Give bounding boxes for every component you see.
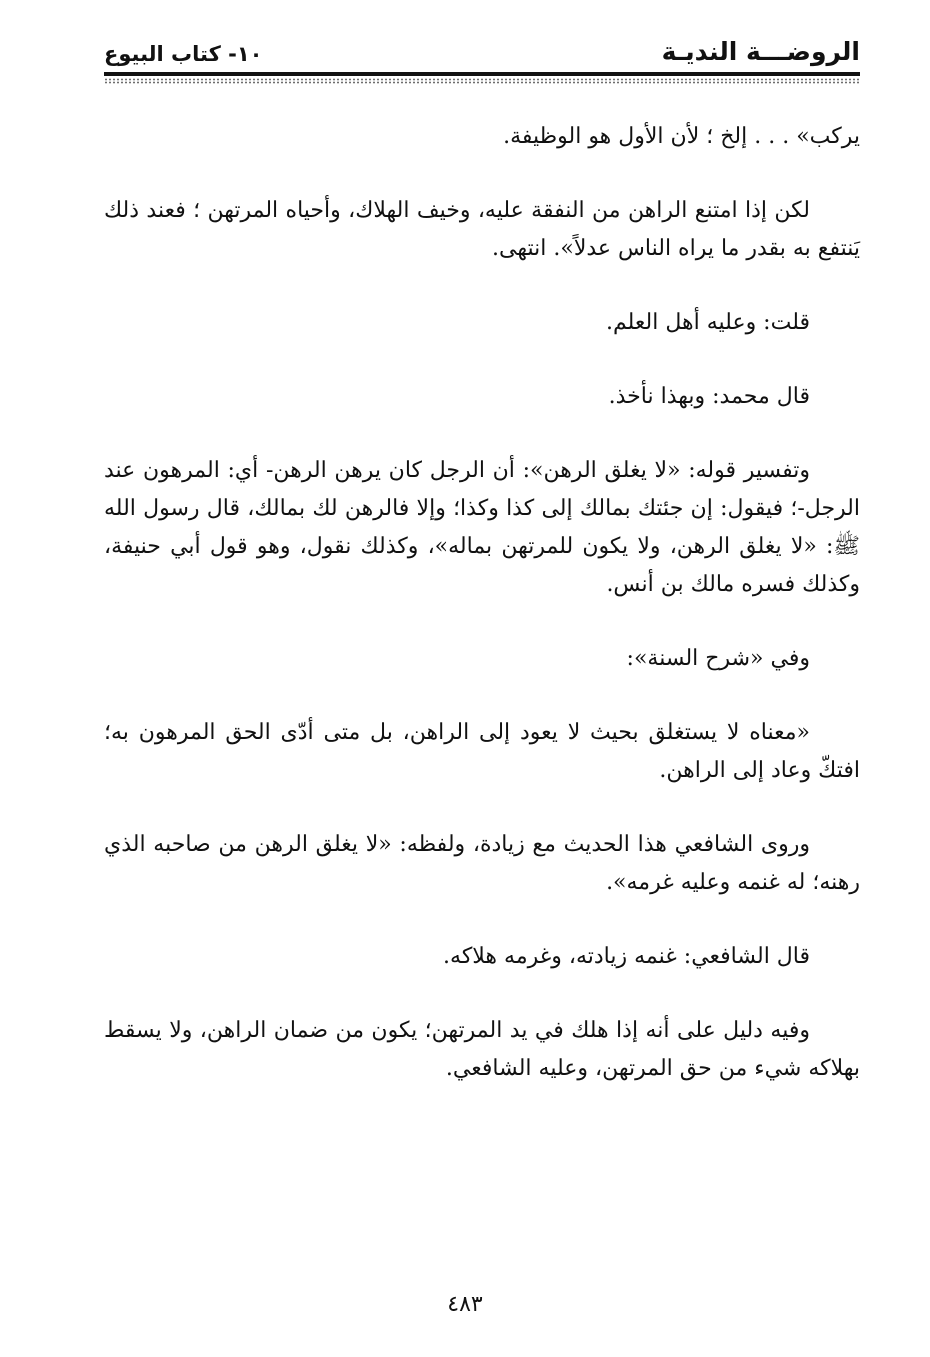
paragraph: وفي «شرح السنة»: (626, 646, 810, 671)
paragraph: وتفسير قوله: «لا يغلق الرهن»: أن الرجل كان يرهن الرهن- أي: المرهون عند الرجل-؛ فيقول: إن جئتك بمالك إلى كذا وكذا؛ وإلا فالرهن لك بمالك، قال رسول الله ﷺ: «لا يغلق الرهن، ولا يكون للمرتهن بماله»، وكذلك نقول، وهو قول أبي حنيفة، وكذلك فسره مالك بن أنس. (104, 458, 860, 597)
paragraph: لكن إذا امتنع الراهن من النفقة عليه، وخيف الهلاك، وأحياه المرتهن ؛ فعند ذلك يَنتفع به بقدر ما يراه الناس عدلاً». انتهى. (104, 198, 860, 261)
paragraph: «معناه لا يستغلق بحيث لا يعود إلى الراهن، بل متى أدّى الحق المرهون به؛ افتكّ وعاد إلى الراهن. (104, 720, 860, 783)
header-rule-dotted (104, 78, 860, 84)
book-title: الروضـــة النديـة (661, 37, 860, 66)
paragraph: قال محمد: وبهذا نأخذ. (608, 384, 810, 409)
paragraph: يركب» . . . إلخ ؛ لأن الأول هو الوظيفة. (503, 124, 860, 149)
page-body (104, 118, 860, 1124)
chapter-title: ١٠- كتاب البيوع (104, 42, 263, 66)
paragraph: وروى الشافعي هذا الحديث مع زيادة، ولفظه: «لا يغلق الرهن من صاحبه الذي رهنه؛ له غنمه وعليه غرمه». (104, 832, 860, 895)
page-number: ٤٨٣ (447, 1292, 483, 1317)
paragraph: قال الشافعي: غنمه زيادته، وغرمه هلاكه. (443, 944, 810, 969)
paragraph: وفيه دليل على أنه إذا هلك في يد المرتهن؛ يكون من ضمان الراهن، ولا يسقط بهلاكه شيء من حق المرتهن، وعليه الشافعي. (104, 1018, 860, 1081)
paragraph: قلت: وعليه أهل العلم. (606, 310, 810, 335)
header-rule (104, 72, 860, 76)
running-header (104, 30, 860, 90)
